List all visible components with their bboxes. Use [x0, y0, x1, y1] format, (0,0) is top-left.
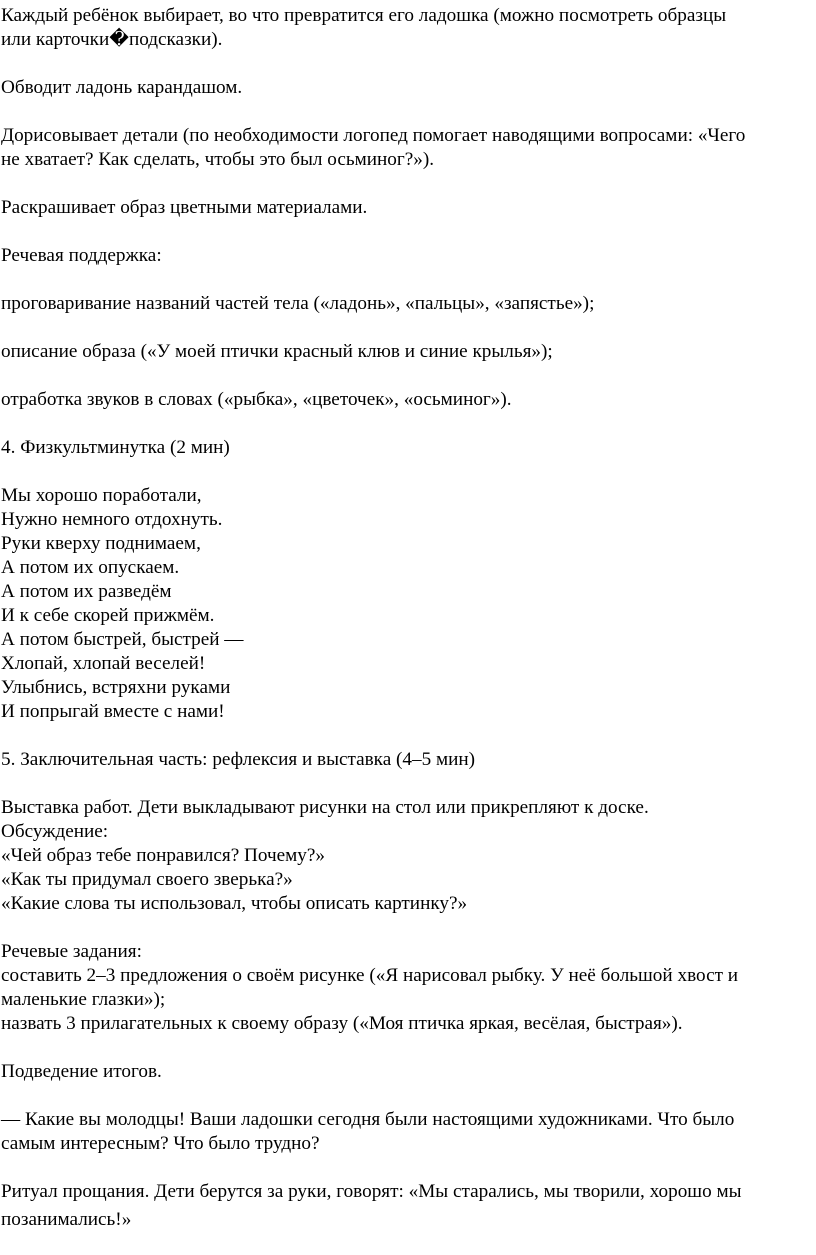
text-line: проговаривание названий частей тела («ладонь», «пальцы», «запястье»);: [1, 293, 595, 314]
section-label: Подведение итогов.: [1, 1061, 162, 1082]
text-line: Ритуал прощания. Дети берутся за руки, говорят: «Мы старались, мы творили, хорошо мы: [1, 1181, 742, 1202]
section-heading: 4. Физкультминутка (2 мин): [1, 437, 230, 458]
text-line: Выставка работ. Дети выкладывают рисунки на стол или прикрепляют к доске.: [1, 797, 649, 818]
poem-line: Руки кверху поднимаем,: [1, 533, 201, 554]
poem-line: Улыбнись, встряхни руками: [1, 677, 231, 698]
text-line: позанимались!»: [1, 1209, 132, 1230]
poem-line: А потом их разведём: [1, 581, 172, 602]
text-line: «Чей образ тебе понравился? Почему?»: [1, 845, 325, 866]
section-heading: 5. Заключительная часть: рефлексия и выставка (4–5 мин): [1, 749, 476, 770]
text-line: Дорисовывает детали (по необходимости логопед помогает наводящими вопросами: «Чего: [1, 125, 746, 146]
text-line: «Как ты придумал своего зверька?»: [1, 869, 293, 890]
poem-line: И к себе скорей прижмём.: [1, 605, 215, 626]
text-line: или карточки�подсказки).: [1, 29, 223, 50]
text-line: Обсуждение:: [1, 821, 109, 842]
poem-line: Нужно немного отдохнуть.: [1, 509, 223, 530]
text-line: маленькие глазки»);: [1, 989, 166, 1010]
text-line: не хватает? Как сделать, чтобы это был осьминог?»).: [1, 149, 435, 170]
poem-line: И попрыгай вместе с нами!: [1, 701, 225, 722]
poem-line: А потом быстрей, быстрей —: [1, 629, 244, 650]
text-line: назвать 3 прилагательных к своему образу («Моя птичка яркая, весёлая, быстрая»).: [1, 1013, 683, 1034]
text-line: составить 2–3 предложения о своём рисунке («Я нарисовал рыбку. У неё большой хвост и: [1, 965, 739, 986]
text-line: Обводит ладонь карандашом.: [1, 77, 243, 98]
poem-line: Хлопай, хлопай веселей!: [1, 653, 206, 674]
text-line: самым интересным? Что было трудно?: [1, 1133, 320, 1154]
section-label: Речевые задания:: [1, 941, 142, 962]
section-label: Речевая поддержка:: [1, 245, 162, 266]
text-line: Раскрашивает образ цветными материалами.: [1, 197, 368, 218]
text-line: «Какие слова ты использовал, чтобы описать картинку?»: [1, 893, 468, 914]
poem-line: А потом их опускаем.: [1, 557, 180, 578]
text-line: описание образа («У моей птички красный клюв и синие крылья»);: [1, 341, 553, 362]
text-line: Каждый ребёнок выбирает, во что превратится его ладошка (можно посмотреть образцы: [1, 5, 727, 26]
text-line: отработка звуков в словах («рыбка», «цветочек», «осьминог»).: [1, 389, 512, 410]
poem-line: Мы хорошо поработали,: [1, 485, 202, 506]
text-line: — Какие вы молодцы! Ваши ладошки сегодня были настоящими художниками. Что было: [1, 1109, 735, 1130]
